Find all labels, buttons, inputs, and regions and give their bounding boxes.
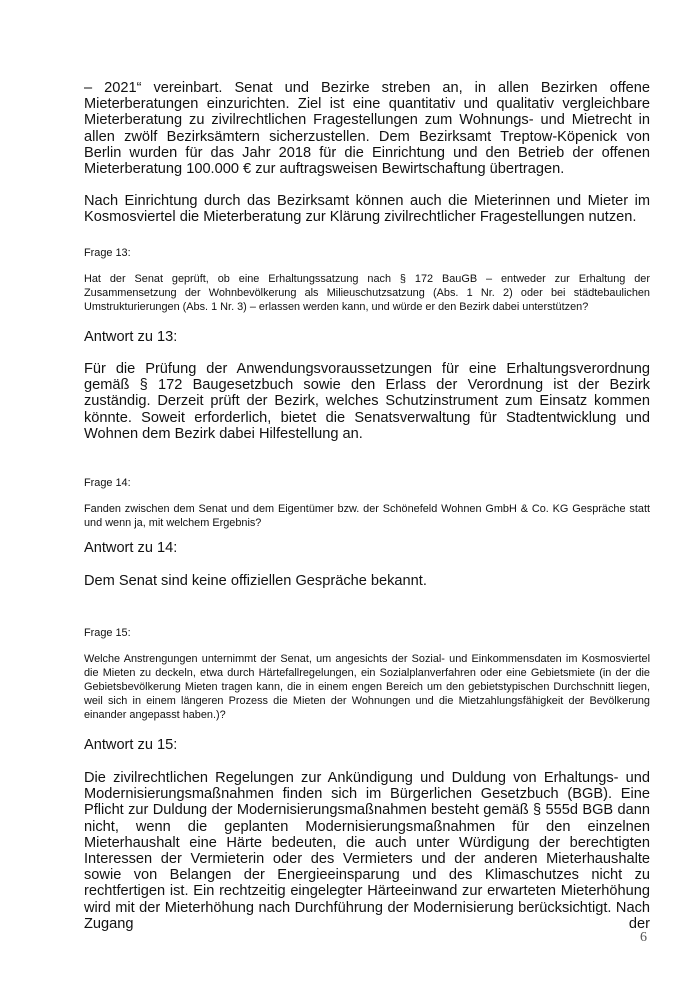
question-15-text: Welche Anstrengungen unternimmt der Senat, um angesichts der Sozial- und Einkommensdaten im Kosmosviertel die Mieten zu deckeln, etwa durch Härtefallregelungen, ein Sozialplanverfahren oder eine Gebietsmiete (in der die Gebietsbevölkerung Mieten tragen kann, die in einem engen Bereich um den gebietstypischen Durchschnitt liegen, weil sich in einem längeren Prozess die Mieten der Wohnungen und die Mietzahlungsfähigkeit der Bevölkerung einander angepasst haben.)? (84, 653, 650, 721)
question-15-label: Frage 15: (84, 627, 131, 639)
answer-14-label: Antwort zu 14: (84, 540, 178, 556)
question-13-text: Hat der Senat geprüft, ob eine Erhaltungssatzung nach § 172 BauGB – entweder zur Erhaltung der Zusammensetzung der Wohnbevölkerung als Milieuschutzsatzung (Abs. 1 Nr. 2) oder bei städtebaulichen Umstrukturierungen (Abs. 1 Nr. 3) – erlassen werden kann, und würde er den Bezirk dabei unterstützen? (84, 273, 650, 313)
intro-paragraph-2: Nach Einrichtung durch das Bezirksamt können auch die Mieterinnen und Mieter im Kosmosviertel die Mieterberatung zur Klärung zivilrechtlicher Fragestellungen nutzen. (84, 193, 650, 226)
question-14-label: Frage 14: (84, 477, 131, 489)
answer-15-text: Die zivilrechtlichen Regelungen zur Ankündigung und Duldung von Erhaltungs- und Modernisierungsmaßnahmen finden sich im Bürgerlichen Gesetzbuch (BGB). Eine Pflicht zur Duldung der Modernisierungsmaßnahmen besteht gemäß § 555d BGB dann nicht, wenn die geplanten Modernisierungsmaßnahmen für den einzelnen Mieterhaushalt eine Härte bedeuten, die auch unter Würdigung der berechtigten Interessen der Vermieterin oder des Vermieters und der anderen Mieterhaushalte sowie von Belangen der Energieeinsparung und des Klimaschutzes nicht zu rechtfertigen ist. Ein rechtzeitig eingelegter Härteeinwand zur erwarteten Mieterhöhung wird mit der Mieterhöhung nach Durchführung der Modernisierung berücksichtigt. Nach Zugang der (84, 770, 650, 932)
intro-paragraph-1: – 2021“ vereinbart. Senat und Bezirke streben an, in allen Bezirken offene Mieterberatungen einzurichten. Ziel ist eine quantitativ und qualitativ vergleichbare Mieterberatung zu zivilrechtlichen Fragestellungen zum Wohnungs- und Mietrecht in allen zwölf Bezirksämtern sicherzustellen. Dem Bezirksamt Treptow-Köpenick von Berlin wurden für das Jahr 2018 für die Einrichtung und den Betrieb der offenen Mieterberatung 100.000 € zur auftragsweisen Bewirtschaftung übertragen. (84, 80, 650, 178)
question-13-label: Frage 13: (84, 247, 131, 259)
answer-13-label: Antwort zu 13: (84, 329, 178, 345)
answer-13-text: Für die Prüfung der Anwendungsvoraussetzungen für eine Erhaltungsverordnung gemäß § 172 Baugesetzbuch sowie den Erlass der Verordnung ist der Bezirk zuständig. Derzeit prüft der Bezirk, welches Schutzinstrument zum Einsatz kommen könnte. Soweit erforderlich, bietet die Senatsverwaltung für Stadtentwicklung und Wohnen dem Bezirk dabei Hilfestellung an. (84, 361, 650, 442)
answer-15-label: Antwort zu 15: (84, 737, 178, 753)
answer-14-text: Dem Senat sind keine offiziellen Gespräche bekannt. (84, 573, 427, 589)
question-14-text: Fanden zwischen dem Senat und dem Eigentümer bzw. der Schönefeld Wohnen GmbH & Co. KG Gespräche statt und wenn ja, mit welchem Ergebnis? (84, 503, 650, 529)
page-number: 6 (640, 930, 647, 945)
